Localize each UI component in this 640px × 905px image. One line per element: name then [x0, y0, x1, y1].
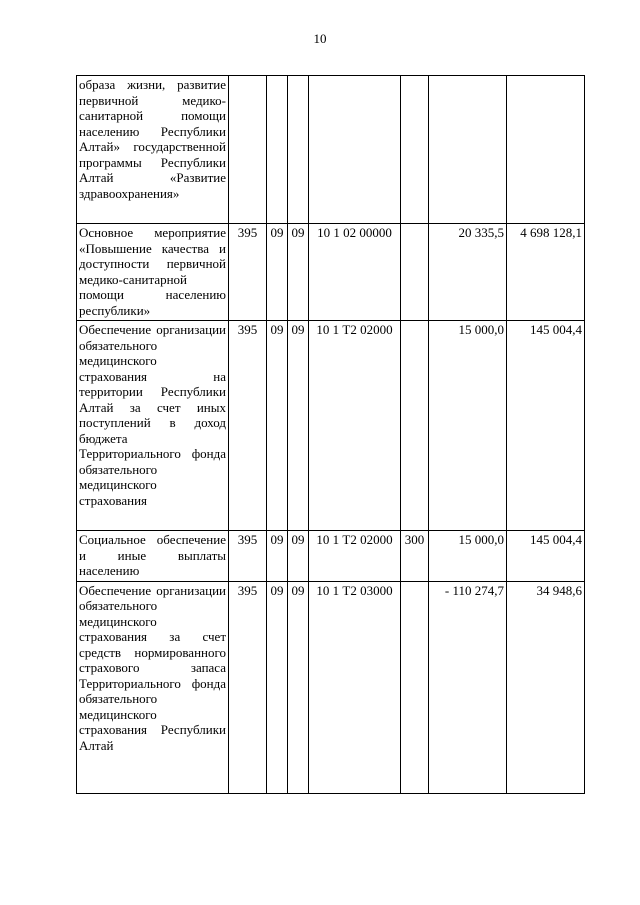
total-amount-cell: 4 698 128,1: [507, 224, 585, 321]
change-amount-cell: [429, 76, 507, 224]
total-amount-cell: 34 948,6: [507, 581, 585, 793]
code-cell: 395: [229, 531, 267, 582]
change-amount-cell: - 110 274,7: [429, 581, 507, 793]
expense-type-cell: [401, 224, 429, 321]
total-amount-cell: 145 004,4: [507, 321, 585, 531]
table-row: [77, 76, 585, 224]
expense-type-cell: [401, 321, 429, 531]
page-number: 10: [313, 31, 327, 46]
section-cell: [267, 76, 288, 224]
subsection-cell: 09: [288, 224, 309, 321]
code-cell: 395: [229, 321, 267, 531]
row-name-cell: Обеспечение организации обязательного медицинского страхования на территории Республики Алтай за счет иных поступлений в доход бюджета Территориального фонда обязательного медицинского страхования: [77, 321, 229, 531]
row-name-cell: Социальное обеспечение и иные выплаты населению: [77, 531, 229, 582]
table-row: [77, 321, 585, 531]
budget-table: [76, 75, 585, 794]
subsection-cell: 09: [288, 321, 309, 531]
target-item-cell: 10 1 02 00000: [309, 224, 401, 321]
section-cell: 09: [267, 321, 288, 531]
target-item-cell: 10 1 Т2 03000: [309, 581, 401, 793]
target-item-cell: [309, 76, 401, 224]
target-item-cell: 10 1 Т2 02000: [309, 321, 401, 531]
table-row: [77, 224, 585, 321]
change-amount-cell: 15 000,0: [429, 321, 507, 531]
row-name-cell: Обеспечение организации обязательного медицинского страхования за счет средств нормированного страхового запаса Территориального фонда обязательного медицинского страхования Республики Алтай: [77, 581, 229, 793]
code-cell: 395: [229, 224, 267, 321]
change-amount-cell: 15 000,0: [429, 531, 507, 582]
subsection-cell: [288, 76, 309, 224]
total-amount-cell: 145 004,4: [507, 531, 585, 582]
expense-type-cell: [401, 76, 429, 224]
expense-type-cell: 300: [401, 531, 429, 582]
table-row: [77, 581, 585, 793]
total-amount-cell: [507, 76, 585, 224]
code-cell: 395: [229, 581, 267, 793]
section-cell: 09: [267, 581, 288, 793]
section-cell: 09: [267, 224, 288, 321]
expense-type-cell: [401, 581, 429, 793]
subsection-cell: 09: [288, 531, 309, 582]
row-name-cell: Основное мероприятие «Повышение качества и доступности первичной медико-санитарной помощи населению республики»: [77, 224, 229, 321]
code-cell: [229, 76, 267, 224]
row-name-cell: образа жизни, развитие первичной медико-санитарной помощи населению Республики Алтай» государственной программы Республики Алтай «Развитие здравоохранения»: [77, 76, 229, 224]
target-item-cell: 10 1 Т2 02000: [309, 531, 401, 582]
section-cell: 09: [267, 531, 288, 582]
change-amount-cell: 20 335,5: [429, 224, 507, 321]
table-row: [77, 531, 585, 582]
subsection-cell: 09: [288, 581, 309, 793]
